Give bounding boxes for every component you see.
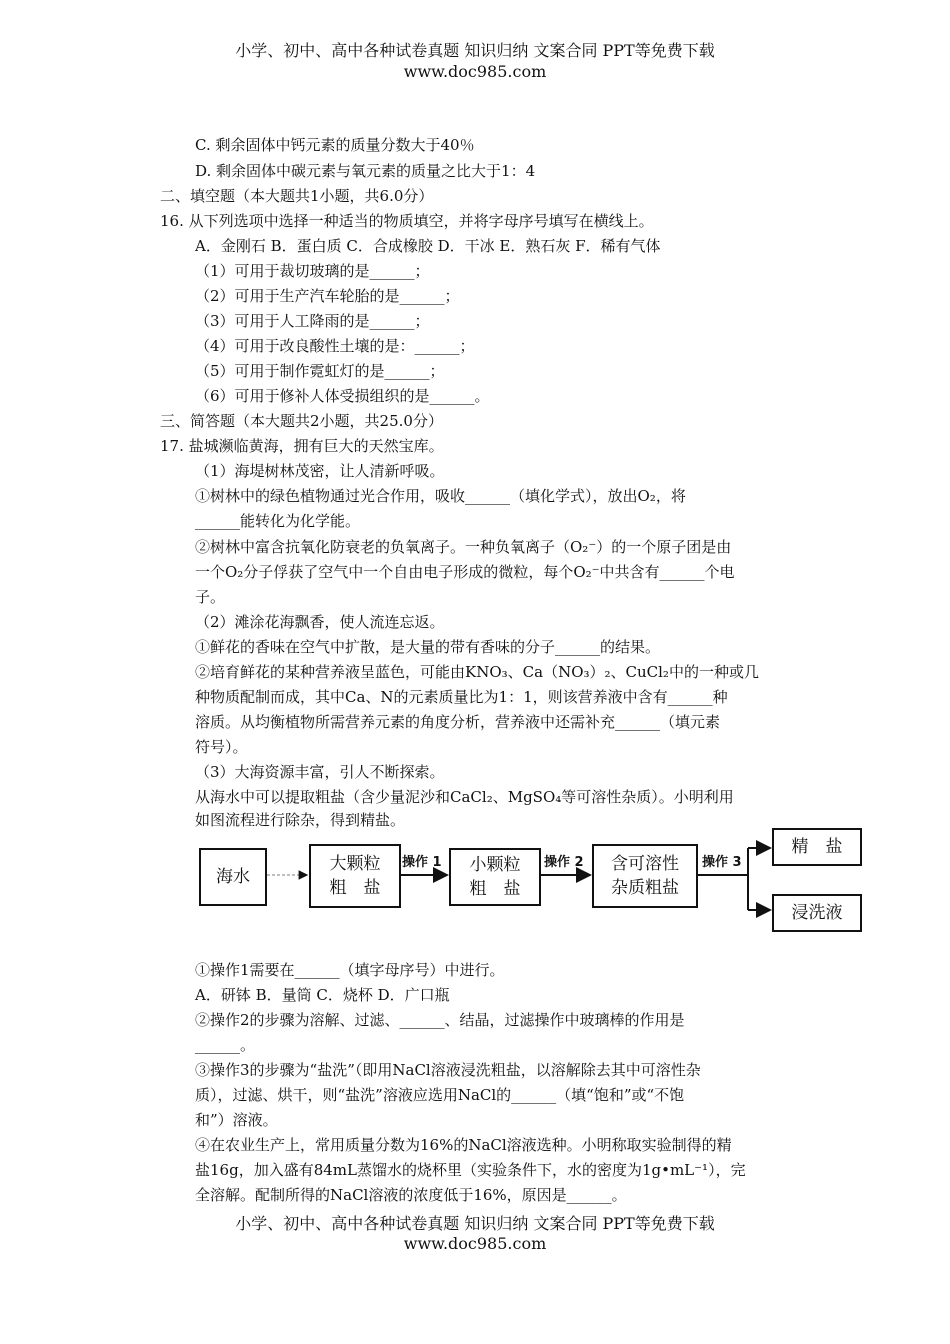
paragraph-line: ②培育鲜花的某种营养液呈蓝色，可能由KNO₃、Ca（NO₃）₂、CuCl₂中的一种或几 xyxy=(195,663,759,681)
paragraph-line: 溶质。从均衡植物所需营养元素的角度分析，营养液中还需补充______（填元素 xyxy=(195,713,721,731)
paragraph-line: ②操作2的步骤为溶解、过滤、______、结晶，过滤操作中玻璃棒的作用是 xyxy=(195,1011,685,1029)
section-heading: 三、简答题（本大题共2小题，共25.0分） xyxy=(160,412,443,430)
paragraph-line: 盐16g，加入盛有84mL蒸馏水的烧杯里（实验条件下，水的密度为1g•mL⁻¹），完 xyxy=(195,1161,746,1179)
option-d: D. 剩余固体中碳元素与氧元素的质量之比大于1：4 xyxy=(195,162,536,180)
paragraph-line: ②树林中富含抗氧化防衰老的负氧离子。一种负氧离子（O₂⁻）的一个原子团是由 xyxy=(195,538,732,556)
box-label: 海水 xyxy=(216,867,250,887)
paragraph-line: ①树林中的绿色植物通过光合作用，吸收______（填化学式），放出O₂，将 xyxy=(195,487,686,505)
choice-list: A．金刚石 B．蛋白质 C．合成橡胶 D．干冰 E．熟石灰 F．稀有气体 xyxy=(195,237,661,255)
sub-question: （3）可用于人工降雨的是______； xyxy=(195,312,430,330)
flow-box-small-salt xyxy=(449,848,541,906)
box-label: 大颗粒 xyxy=(329,854,381,874)
sub-question: （3）大海资源丰富，引人不断探索。 xyxy=(195,763,445,781)
paragraph-line: 如图流程进行除杂，得到精盐。 xyxy=(195,811,406,829)
flow-box-large-salt xyxy=(309,844,401,908)
paragraph-line: ①鲜花的香味在空气中扩散，是大量的带有香味的分子______的结果。 xyxy=(195,638,661,656)
box-label: 粗 盐 xyxy=(469,879,521,899)
footer-line-1: 小学、初中、高中各种试卷真题 知识归纳 文案合同 PPT等免费下载 xyxy=(235,1214,715,1233)
sub-question: （4）可用于改良酸性土壤的是：______； xyxy=(195,337,475,355)
flow-label-op2: 操作 2 xyxy=(544,855,584,870)
flow-box-impure-salt xyxy=(592,844,698,908)
sub-question: （1）海堤树林茂密，让人清新呼吸。 xyxy=(195,462,445,480)
paragraph-line: ④在农业生产上，常用质量分数为16%的NaCl溶液选种。小明称取实验制得的精 xyxy=(195,1136,732,1154)
flow-label-op1: 操作 1 xyxy=(402,855,442,870)
flow-box-wash-liquid xyxy=(772,894,862,932)
paragraph-line: 种物质配制而成，其中Ca、N的元素质量比为1：1，则该营养液中含有______种 xyxy=(195,688,728,706)
paragraph-line: 质），过滤、烘干，则“盐洗”溶液应选用NaCl的______（填“饱和”或“不饱 xyxy=(195,1086,685,1104)
paragraph-line: 子。 xyxy=(195,588,226,606)
paragraph-line: 符号）。 xyxy=(195,738,248,756)
box-label: 含可溶性 xyxy=(611,854,679,874)
flow-box-seawater xyxy=(199,848,267,906)
paragraph-line: 从海水中可以提取粗盐（含少量泥沙和CaCl₂、MgSO₄等可溶性杂质）。小明利用 xyxy=(195,788,734,806)
sub-question: （5）可用于制作霓虹灯的是______； xyxy=(195,362,445,380)
paragraph-line: 一个O₂分子俘获了空气中一个自由电子形成的微粒，每个O₂⁻中共含有______个电 xyxy=(195,563,735,581)
box-label: 杂质粗盐 xyxy=(611,878,679,898)
sub-question: （2）滩涂花海飘香，使人流连忘返。 xyxy=(195,613,445,631)
process-flowchart xyxy=(195,826,875,938)
option-c: C. 剩余固体中钙元素的质量分数大于40％ xyxy=(195,136,475,154)
question-17: 17. 盐城濒临黄海，拥有巨大的天然宝库。 xyxy=(160,437,444,455)
header-url: www.doc985.com xyxy=(403,62,547,81)
question-16: 16. 从下列选项中选择一种适当的物质填空，并将字母序号填写在横线上。 xyxy=(160,212,654,230)
choice-list: A．研钵 B．量筒 C．烧杯 D．广口瓶 xyxy=(195,986,450,1004)
sub-question: （2）可用于生产汽车轮胎的是______； xyxy=(195,287,460,305)
sub-question: （6）可用于修补人体受损组织的是______。 xyxy=(195,387,490,405)
box-label: 精 盐 xyxy=(791,837,843,857)
paragraph-line: 全溶解。配制所得的NaCl溶液的浓度低于16%，原因是______。 xyxy=(195,1186,627,1204)
sub-question: ①操作1需要在______（填字母序号）中进行。 xyxy=(195,961,505,979)
paragraph-line: ______。 xyxy=(195,1036,256,1054)
paragraph-line: ______能转化为化学能。 xyxy=(195,512,361,530)
flow-box-refined-salt xyxy=(772,828,862,866)
section-heading: 二、填空题（本大题共1小题，共6.0分） xyxy=(160,187,434,205)
paragraph-line: 和”）溶液。 xyxy=(195,1111,278,1129)
footer-url: www.doc985.com xyxy=(403,1234,547,1253)
box-label: 粗 盐 xyxy=(329,878,381,898)
box-label: 浸洗液 xyxy=(791,903,843,923)
header-line-1: 小学、初中、高中各种试卷真题 知识归纳 文案合同 PPT等免费下载 xyxy=(235,41,715,60)
sub-question: （1）可用于裁切玻璃的是______； xyxy=(195,262,430,280)
paragraph-line: ③操作3的步骤为“盐洗”（即用NaCl溶液浸洗粗盐，以溶解除去其中可溶性杂 xyxy=(195,1061,701,1079)
box-label: 小颗粒 xyxy=(469,855,521,875)
flow-label-op3: 操作 3 xyxy=(702,855,742,870)
